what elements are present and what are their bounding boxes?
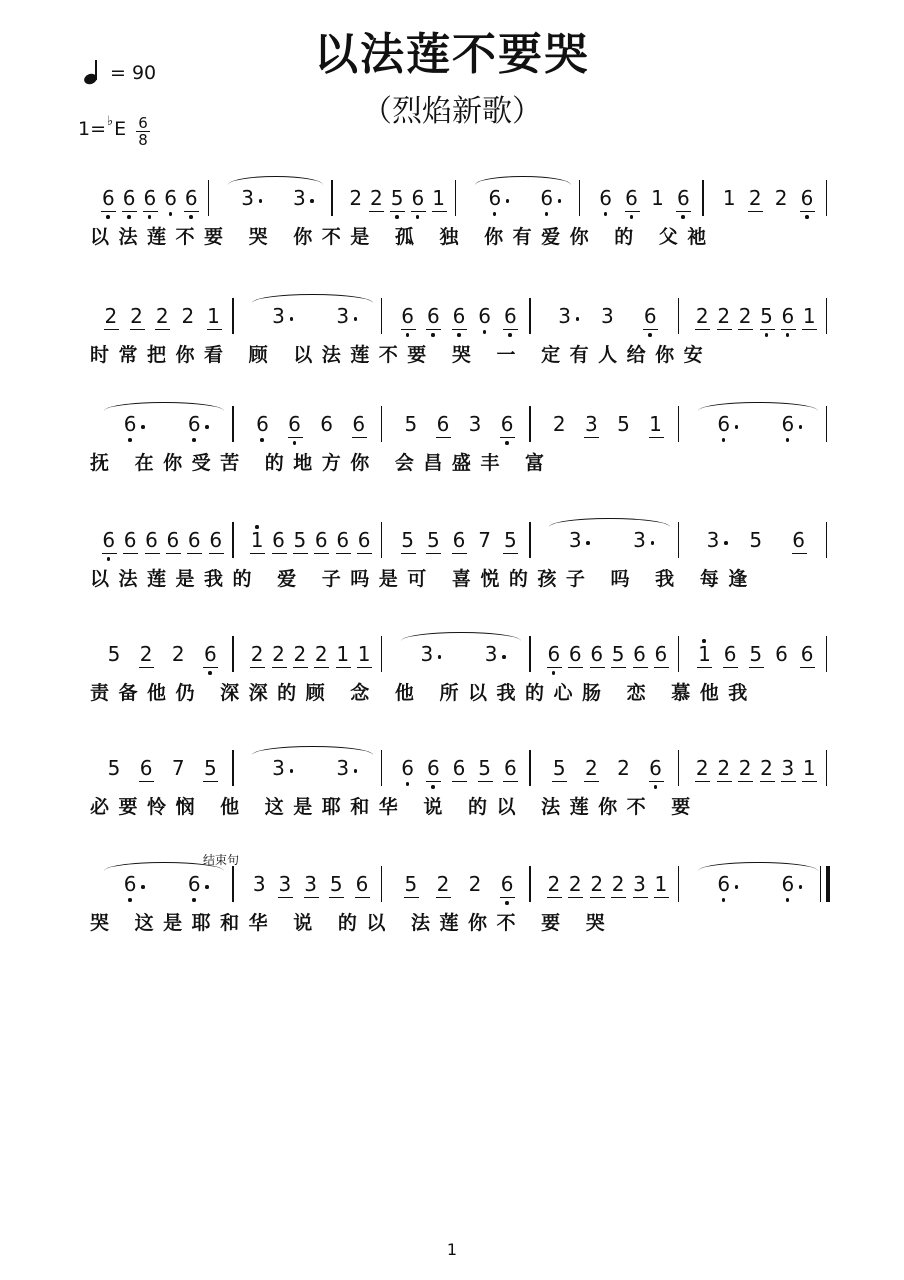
lyric-line: 责备他仍 深深的顾 念 他 所以我的心肠 恋 慕他我 bbox=[90, 682, 757, 704]
note-digit: 2 bbox=[181, 304, 195, 328]
note-digit: 2 bbox=[760, 756, 773, 780]
note-digit: 2 bbox=[552, 412, 566, 436]
barline bbox=[232, 866, 233, 902]
note-digit: 6 bbox=[723, 642, 737, 666]
note-digit: 2 bbox=[584, 756, 598, 780]
ending-annotation: 结束句 bbox=[203, 853, 240, 867]
barline bbox=[381, 522, 382, 558]
page-number: 1 bbox=[446, 1240, 458, 1259]
note-digit: 6 bbox=[122, 186, 136, 210]
note-digit: 2 bbox=[130, 304, 143, 328]
note-digit: 6 bbox=[166, 528, 180, 552]
barline bbox=[529, 406, 530, 442]
score-row bbox=[0, 404, 904, 494]
lyric-line: 抚 在你受苦 的地方你 会昌盛丰 富 bbox=[90, 452, 554, 474]
note-digit: 2 bbox=[104, 304, 118, 328]
note-digit: 6 bbox=[599, 186, 612, 210]
note-digit: 5 bbox=[404, 412, 418, 436]
note-digit: 6 bbox=[102, 528, 116, 552]
note-digit: 5 bbox=[749, 642, 763, 666]
barline bbox=[826, 298, 827, 334]
barline bbox=[702, 180, 703, 216]
note-digit: 5 bbox=[107, 642, 121, 666]
note-digit: 6 bbox=[488, 186, 502, 210]
time-signature bbox=[136, 116, 150, 147]
note-digit: 7 bbox=[478, 528, 492, 552]
note-digit: 6 bbox=[352, 412, 366, 436]
note-digit: 6 bbox=[792, 528, 805, 552]
note-digit: 6 bbox=[452, 756, 466, 780]
key-prefix: 1= bbox=[78, 118, 107, 140]
note-digit: 3 bbox=[633, 872, 646, 896]
note-digit: 3 bbox=[633, 528, 646, 552]
note-digit: 1 bbox=[357, 642, 371, 666]
note-digit: 1 bbox=[654, 872, 668, 896]
barline bbox=[455, 180, 456, 216]
note-digit: 6 bbox=[677, 186, 690, 210]
song-title: 以法莲不要哭 bbox=[314, 29, 590, 80]
note-digit: 6 bbox=[426, 756, 440, 780]
note-digit: 5 bbox=[293, 528, 307, 552]
barline bbox=[381, 406, 382, 442]
note-digit: 3 bbox=[781, 756, 795, 780]
barline bbox=[381, 298, 382, 334]
note-digit: 1 bbox=[802, 756, 816, 780]
note-digit: 5 bbox=[611, 642, 625, 666]
note-digit: 5 bbox=[749, 528, 763, 552]
note-digit: 6 bbox=[320, 412, 333, 436]
note-digit: 3 bbox=[336, 304, 350, 328]
time-signature-top: 6 bbox=[138, 114, 148, 132]
note-digit: 5 bbox=[503, 528, 517, 552]
note-digit: 6 bbox=[775, 642, 788, 666]
lyric-line: 时常把你看 顾 以法莲不要 哭 一 定有人给你安 bbox=[90, 344, 713, 366]
note-digit: 6 bbox=[800, 186, 814, 210]
song-subtitle: （烈焰新歌） bbox=[362, 94, 542, 129]
barline bbox=[826, 522, 827, 558]
note-digit: 3 bbox=[706, 528, 720, 552]
time-signature-bottom: 8 bbox=[138, 131, 148, 149]
note-digit: 6 bbox=[625, 186, 638, 210]
note-digit: 2 bbox=[695, 304, 709, 328]
note-digit: 1 bbox=[698, 642, 711, 666]
note-digit: 5 bbox=[552, 756, 566, 780]
note-digit: 6 bbox=[187, 872, 201, 896]
note-digit: 3 bbox=[241, 186, 254, 210]
note-digit: 6 bbox=[355, 872, 369, 896]
note-digit: 3 bbox=[420, 642, 434, 666]
note-digit: 2 bbox=[139, 642, 153, 666]
key-letter: E bbox=[114, 118, 127, 140]
note-digit: 6 bbox=[123, 412, 137, 436]
note-digit: 6 bbox=[143, 186, 157, 210]
note-digit: 2 bbox=[717, 756, 731, 780]
note-digit: 2 bbox=[370, 186, 383, 210]
note-digit: 6 bbox=[336, 528, 350, 552]
note-digit: 6 bbox=[452, 304, 466, 328]
note-digit: 2 bbox=[590, 872, 604, 896]
barline bbox=[826, 750, 827, 786]
barline bbox=[232, 298, 233, 334]
score-row bbox=[0, 748, 904, 838]
note-digit: 6 bbox=[547, 642, 561, 666]
note-digit: 2 bbox=[695, 756, 709, 780]
note-digit: 3 bbox=[584, 412, 598, 436]
note-digit: 6 bbox=[717, 872, 731, 896]
note-digit: 6 bbox=[426, 304, 440, 328]
note-digit: 6 bbox=[568, 642, 582, 666]
note-digit: 2 bbox=[547, 872, 561, 896]
note-digit: 6 bbox=[436, 412, 450, 436]
note-digit: 3 bbox=[336, 756, 350, 780]
tempo-marking bbox=[84, 62, 156, 84]
note-digit: 2 bbox=[774, 186, 788, 210]
note-digit: 6 bbox=[800, 642, 814, 666]
barline bbox=[826, 180, 827, 216]
note-digit: 1 bbox=[802, 304, 816, 328]
barline bbox=[579, 180, 580, 216]
note-digit: 6 bbox=[123, 528, 137, 552]
lyric-line: 以法莲是我的 爱 子吗是可 喜悦的孩子 吗 我 每逢 bbox=[90, 568, 757, 590]
barline bbox=[678, 866, 679, 902]
note-digit: 5 bbox=[390, 186, 404, 210]
note-digit: 2 bbox=[314, 642, 328, 666]
barline bbox=[232, 522, 233, 558]
note-digit: 5 bbox=[760, 304, 773, 328]
note-digit: 6 bbox=[272, 528, 285, 552]
note-digit: 6 bbox=[633, 642, 646, 666]
barline bbox=[826, 406, 827, 442]
note-digit: 6 bbox=[411, 186, 425, 210]
barline bbox=[529, 750, 530, 786]
barline bbox=[529, 298, 530, 334]
note-digit: 6 bbox=[781, 412, 795, 436]
note-digit: 6 bbox=[503, 756, 517, 780]
note-digit: 5 bbox=[203, 756, 217, 780]
note-digit: 1 bbox=[649, 412, 662, 436]
flat-sign: ♭ bbox=[107, 114, 114, 129]
note-digit: 2 bbox=[617, 756, 630, 780]
score-row bbox=[0, 520, 904, 610]
note-digit: 6 bbox=[123, 872, 137, 896]
note-digit: 6 bbox=[717, 412, 731, 436]
note-digit: 5 bbox=[329, 872, 343, 896]
barline bbox=[208, 180, 209, 216]
note-digit: 5 bbox=[478, 756, 492, 780]
note-digit: 6 bbox=[781, 304, 795, 328]
note-digit: 3 bbox=[272, 756, 285, 780]
note-digit: 6 bbox=[203, 642, 217, 666]
note-digit: 5 bbox=[426, 528, 440, 552]
note-digit: 6 bbox=[590, 642, 604, 666]
note-digit: 6 bbox=[101, 186, 115, 210]
note-digit: 6 bbox=[401, 756, 414, 780]
barline bbox=[529, 522, 530, 558]
note-digit: 5 bbox=[401, 528, 414, 552]
note-digit: 6 bbox=[643, 304, 657, 328]
note-digit: 6 bbox=[452, 528, 466, 552]
note-digit: 2 bbox=[717, 304, 731, 328]
note-digit: 3 bbox=[272, 304, 285, 328]
note-digit: 2 bbox=[171, 642, 185, 666]
note-digit: 2 bbox=[738, 756, 752, 780]
note-digit: 6 bbox=[145, 528, 158, 552]
barline bbox=[529, 636, 530, 672]
barline bbox=[381, 636, 382, 672]
note-digit: 5 bbox=[404, 872, 418, 896]
barline bbox=[232, 406, 233, 442]
note-digit: 6 bbox=[288, 412, 301, 436]
barline bbox=[678, 406, 679, 442]
note-digit: 2 bbox=[272, 642, 285, 666]
barline bbox=[232, 750, 233, 786]
note-digit: 6 bbox=[164, 186, 177, 210]
note-digit: 1 bbox=[651, 186, 664, 210]
barline bbox=[529, 866, 530, 902]
note-digit: 6 bbox=[781, 872, 795, 896]
barline bbox=[381, 866, 382, 902]
quarter-note-icon bbox=[84, 62, 98, 84]
score-row bbox=[0, 178, 904, 268]
note-digit: 1 bbox=[722, 186, 736, 210]
note-digit: 6 bbox=[401, 304, 414, 328]
note-digit: 3 bbox=[468, 412, 482, 436]
note-digit: 2 bbox=[738, 304, 752, 328]
note-digit: 3 bbox=[568, 528, 582, 552]
note-digit: 2 bbox=[436, 872, 450, 896]
note-digit: 1 bbox=[207, 304, 220, 328]
key-signature bbox=[78, 114, 127, 140]
final-barline bbox=[826, 866, 830, 902]
note-digit: 3 bbox=[304, 872, 317, 896]
note-digit: 1 bbox=[432, 186, 445, 210]
note-digit: 3 bbox=[558, 304, 571, 328]
note-digit: 6 bbox=[184, 186, 198, 210]
barline bbox=[826, 636, 827, 672]
note-digit: 6 bbox=[209, 528, 223, 552]
note-digit: 6 bbox=[478, 304, 492, 328]
barline bbox=[678, 522, 679, 558]
note-digit: 6 bbox=[503, 304, 517, 328]
note-digit: 6 bbox=[187, 412, 201, 436]
lyric-line: 哭 这是耶和华 说 的以 法莲你不 要 哭 bbox=[90, 912, 615, 934]
note-digit: 2 bbox=[293, 642, 307, 666]
note-digit: 3 bbox=[293, 186, 306, 210]
note-digit: 2 bbox=[349, 186, 363, 210]
note-digit: 7 bbox=[171, 756, 185, 780]
score-row bbox=[0, 864, 904, 954]
note-digit: 1 bbox=[336, 642, 350, 666]
lyric-line: 以法莲不要 哭 你不是 孤 独 你有爱你 的 父祂 bbox=[90, 226, 716, 248]
note-digit: 3 bbox=[278, 872, 292, 896]
barline bbox=[331, 180, 332, 216]
note-digit: 6 bbox=[500, 872, 514, 896]
note-digit: 5 bbox=[617, 412, 630, 436]
note-digit: 6 bbox=[357, 528, 371, 552]
note-digit: 2 bbox=[568, 872, 582, 896]
note-digit: 6 bbox=[540, 186, 554, 210]
note-digit: 6 bbox=[139, 756, 153, 780]
barline bbox=[678, 298, 679, 334]
barline bbox=[232, 636, 233, 672]
note-digit: 3 bbox=[484, 642, 498, 666]
note-digit: 1 bbox=[250, 528, 264, 552]
note-digit: 2 bbox=[468, 872, 482, 896]
note-digit: 3 bbox=[252, 872, 266, 896]
note-digit: 2 bbox=[250, 642, 264, 666]
note-digit: 6 bbox=[256, 412, 269, 436]
barline bbox=[678, 636, 679, 672]
note-digit: 6 bbox=[187, 528, 201, 552]
note-digit: 6 bbox=[500, 412, 514, 436]
tempo-value: = 90 bbox=[110, 62, 157, 84]
score-row bbox=[0, 634, 904, 724]
barline bbox=[381, 750, 382, 786]
score-row bbox=[0, 296, 904, 386]
note-digit: 3 bbox=[601, 304, 614, 328]
barline bbox=[678, 750, 679, 786]
note-digit: 6 bbox=[649, 756, 662, 780]
note-digit: 6 bbox=[314, 528, 328, 552]
note-digit: 5 bbox=[107, 756, 121, 780]
note-digit: 2 bbox=[155, 304, 169, 328]
note-digit: 6 bbox=[654, 642, 668, 666]
lyric-line: 必要怜悯 他 这是耶和华 说 的以 法莲你不 要 bbox=[90, 796, 700, 818]
note-digit: 2 bbox=[611, 872, 625, 896]
note-digit: 2 bbox=[748, 186, 762, 210]
